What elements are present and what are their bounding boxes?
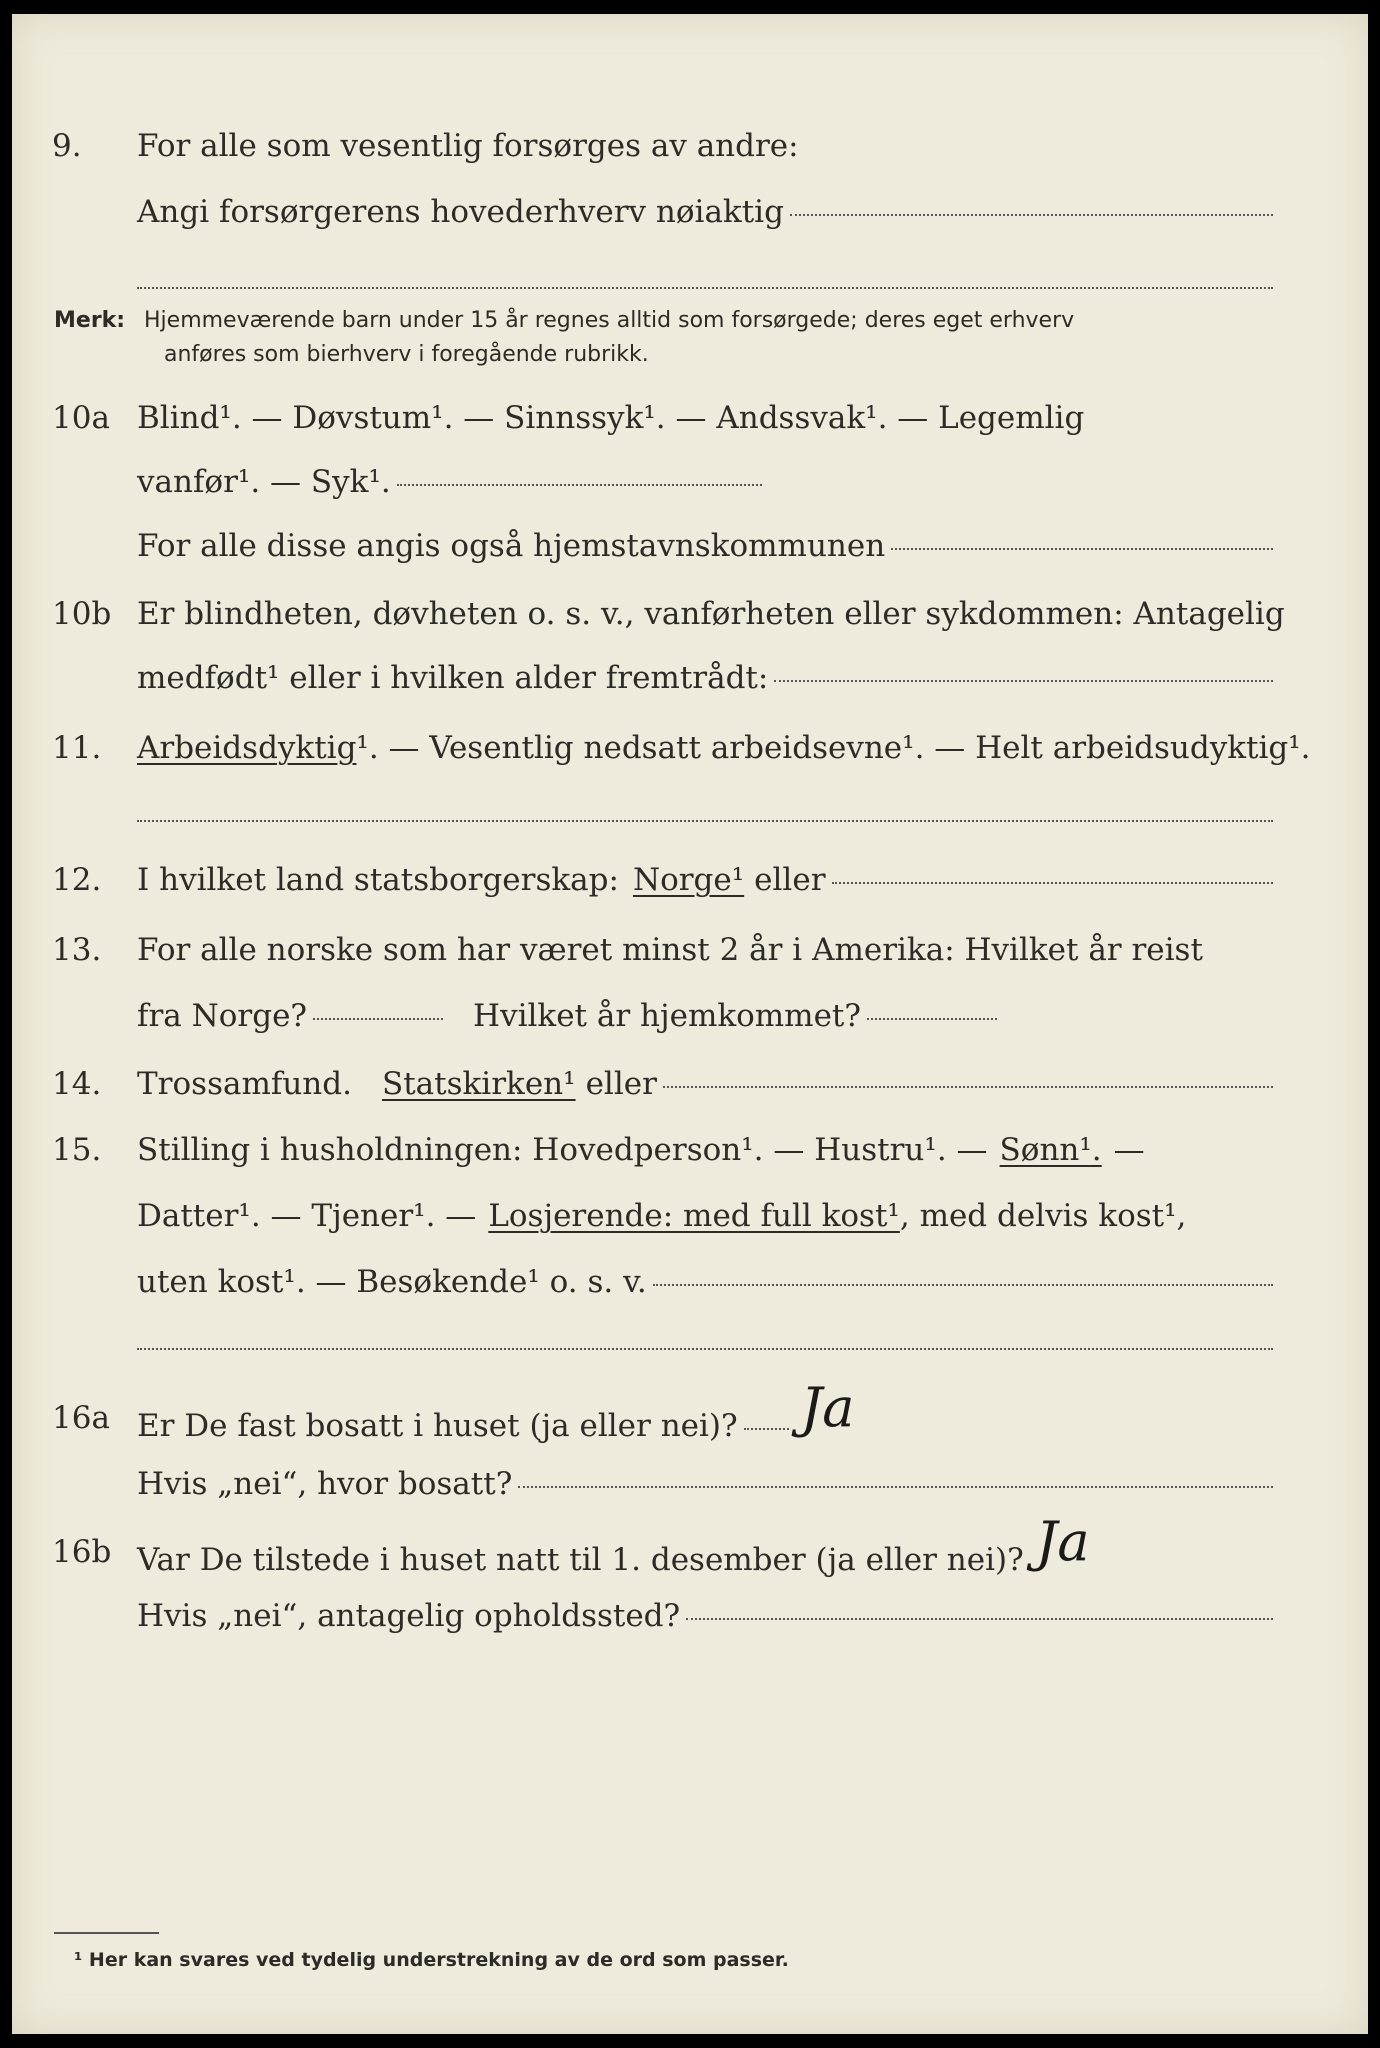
q10b-line1 — [52, 594, 1285, 634]
q14-answer-underlined: Statskirken¹ — [381, 1066, 576, 1102]
q13-line2 — [137, 996, 1273, 1036]
q11-line — [52, 728, 1311, 768]
q12-text: I hvilket land statsborgerskap: — [137, 862, 619, 898]
footnote: ¹ Her kan svares ved tydelig understrekning av de ord som passer. — [74, 1949, 789, 1971]
q10b-line2 — [137, 658, 1273, 698]
q15-text-4: uten kost¹. — Besøkende¹ o. s. v. — [137, 1264, 647, 1300]
q10a-line1 — [52, 398, 1273, 438]
q13-return-label: Hvilket år hjemkommet? — [473, 998, 862, 1034]
q10b-text: Er blindheten, døvheten o. s. v., vanførheten eller sykdommen: Antagelig — [137, 596, 1285, 632]
q15-text-3: , med delvis kost¹, — [899, 1198, 1187, 1234]
q10a-home-field[interactable] — [891, 548, 1273, 550]
q13-left-field[interactable] — [313, 1018, 443, 1020]
q13-left-label: fra Norge? — [137, 998, 308, 1034]
q9-line1 — [52, 126, 1273, 166]
q13-number: 13. — [52, 932, 102, 968]
q11-options: ¹. — Vesentlig nedsatt arbeidsevne¹. — Helt arbeidsudyktig¹. — [356, 730, 1311, 766]
q15-number: 15. — [52, 1132, 102, 1168]
q10a-line2 — [137, 462, 1273, 502]
q15-extra-field[interactable] — [137, 1348, 1273, 1350]
q9-number: 9. — [52, 128, 82, 164]
q16b-handwritten-answer: Ja — [1035, 1510, 1090, 1573]
q10b-onset-field[interactable] — [774, 680, 1273, 682]
q15-line1 — [52, 1130, 1273, 1170]
q10a-number: 10a — [52, 400, 110, 436]
q14-faith-field[interactable] — [663, 1086, 1273, 1088]
q15-text-2: Datter¹. — Tjener¹. — — [137, 1198, 477, 1234]
q16a-line1 — [52, 1376, 1273, 1446]
q14-text: Trossamfund. — [137, 1066, 352, 1102]
merk-note — [54, 304, 1273, 372]
q9-occupation-field[interactable] — [790, 214, 1273, 216]
q15-line2 — [137, 1196, 1273, 1236]
q10a-syk-field[interactable] — [397, 484, 762, 486]
q15-answer-son: Sønn¹. — [999, 1132, 1102, 1168]
q16b-text: Var De tilstede i huset natt til 1. desember (ja eller nei)? — [137, 1542, 1024, 1578]
q16a-where-label: Hvis „nei“, hvor bosatt? — [137, 1466, 513, 1502]
q12-answer-underlined: Norge¹ — [632, 862, 745, 898]
merk-label: Merk: — [54, 308, 126, 333]
footnote-rule — [54, 1932, 159, 1934]
q16a-number: 16a — [52, 1400, 110, 1436]
q12-country-field[interactable] — [832, 882, 1273, 884]
q16a-handwritten-answer: Ja — [800, 1376, 855, 1439]
q10a-home-label: For alle disse angis også hjemstavnskommunen — [137, 528, 886, 564]
q15-answer-lodger: Losjerende: med full kost¹ — [488, 1198, 900, 1234]
q10a-options: Blind¹. — Døvstum¹. — Sinnssyk¹. — Andssvak¹. — Legemlig — [137, 400, 1085, 436]
q15-position-field[interactable] — [653, 1284, 1273, 1286]
q16b-line2 — [137, 1596, 1273, 1636]
q15-text: Stilling i husholdningen: Hovedperson¹. — Hustru¹. — — [137, 1132, 988, 1168]
q14-line — [52, 1064, 1273, 1104]
q16a-line2 — [137, 1464, 1273, 1504]
q13-return-field[interactable] — [867, 1018, 997, 1020]
q9-occupation-label: Angi forsørgerens hovederhverv nøiaktig — [137, 194, 784, 230]
q13-line1 — [52, 930, 1273, 970]
q10b-number: 10b — [52, 596, 112, 632]
q12-number: 12. — [52, 862, 102, 898]
q14-number: 14. — [52, 1066, 102, 1102]
q16b-line1 — [52, 1510, 1273, 1580]
q10b-onset-label: medfødt¹ eller i hvilken alder fremtrådt: — [137, 660, 769, 696]
q16b-number: 16b — [52, 1534, 112, 1570]
q16b-stay-label: Hvis „nei“, antagelig opholdssted? — [137, 1598, 681, 1634]
census-form-page — [12, 14, 1368, 2034]
q16a-text: Er De fast bosatt i huset (ja eller nei)? — [137, 1408, 738, 1444]
q9-extra-field[interactable] — [137, 287, 1273, 289]
q11-number: 11. — [52, 730, 102, 766]
q15-line3 — [137, 1262, 1273, 1302]
q10a-line3 — [137, 526, 1273, 566]
q9-text: For alle som vesentlig forsørges av andre: — [137, 128, 799, 164]
q11-answer-underlined: Arbeidsdyktig — [137, 730, 357, 766]
q13-text: For alle norske som har været minst 2 år i Amerika: Hvilket år reist — [137, 932, 1203, 968]
q9-line2 — [137, 192, 1273, 232]
q12-line — [52, 860, 1273, 900]
q14-or: eller — [585, 1066, 657, 1102]
q16b-stay-field[interactable] — [686, 1618, 1273, 1620]
q16a-field[interactable] — [744, 1428, 789, 1430]
q15-dash: — — [1113, 1132, 1145, 1168]
merk-line2: anføres som bierhverv i foregående rubrikk. — [164, 342, 649, 367]
q11-extra-field[interactable] — [137, 820, 1273, 822]
merk-line1: Hjemmeværende barn under 15 år regnes alltid som forsørgede; deres eget erhverv — [144, 308, 1075, 333]
q12-or: eller — [754, 862, 826, 898]
q10a-options-2: vanfør¹. — Syk¹. — [137, 464, 391, 500]
q16a-where-field[interactable] — [518, 1486, 1273, 1488]
